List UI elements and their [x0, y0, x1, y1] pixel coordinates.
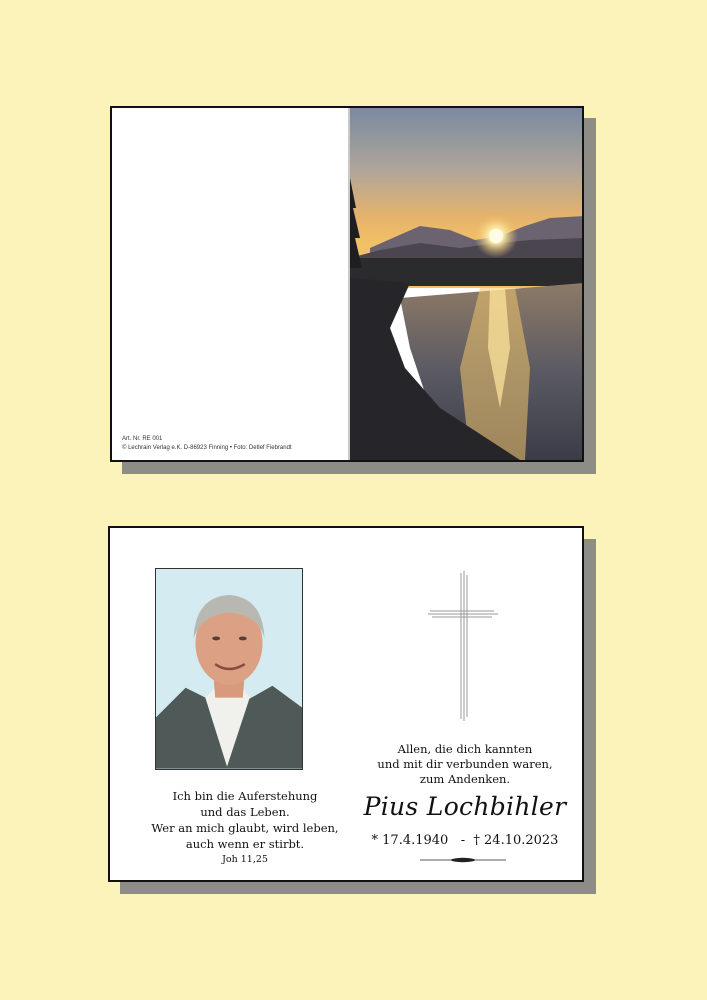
front-card	[110, 106, 596, 474]
birth-date: * 17.4.1940	[371, 833, 449, 848]
card-inner-face	[108, 526, 584, 882]
verse-line: Wer an mich glaubt, wird leben,	[151, 821, 339, 835]
verse-reference: Joh 11,25	[222, 854, 268, 865]
imprint-credit: © Lechrain Verlag e.K. D-86923 Finning • Foto: Detlef Fiebrandt	[122, 445, 292, 451]
verse-line: auch wenn er stirbt.	[185, 837, 305, 851]
dedication-line: und mit dir verbunden waren,	[377, 757, 553, 771]
date-separator: -	[452, 833, 470, 848]
portrait-image	[156, 569, 302, 769]
dedication	[350, 742, 580, 787]
dedication-line: zum Andenken.	[419, 772, 511, 786]
death-date: † 24.10.2023	[473, 833, 559, 848]
card-outer-face	[110, 106, 584, 462]
imprint	[122, 435, 292, 453]
verse-line: Ich bin die Auferstehung	[172, 789, 318, 803]
dedication-line: Allen, die dich kannten	[397, 742, 533, 756]
imprint-article-number: Art. Nr. RE 001	[122, 436, 163, 442]
cross-icon	[428, 571, 500, 723]
ornament-divider-icon	[420, 856, 506, 864]
inner-card	[108, 526, 596, 894]
verse-line: und das Leben.	[200, 805, 290, 819]
life-dates	[350, 833, 580, 848]
portrait-photo	[155, 568, 303, 770]
sunset-river-photo	[350, 108, 584, 460]
deceased-name: Pius Lochbihler	[363, 792, 567, 821]
card-back-panel	[112, 108, 350, 460]
bible-verse	[130, 788, 360, 867]
